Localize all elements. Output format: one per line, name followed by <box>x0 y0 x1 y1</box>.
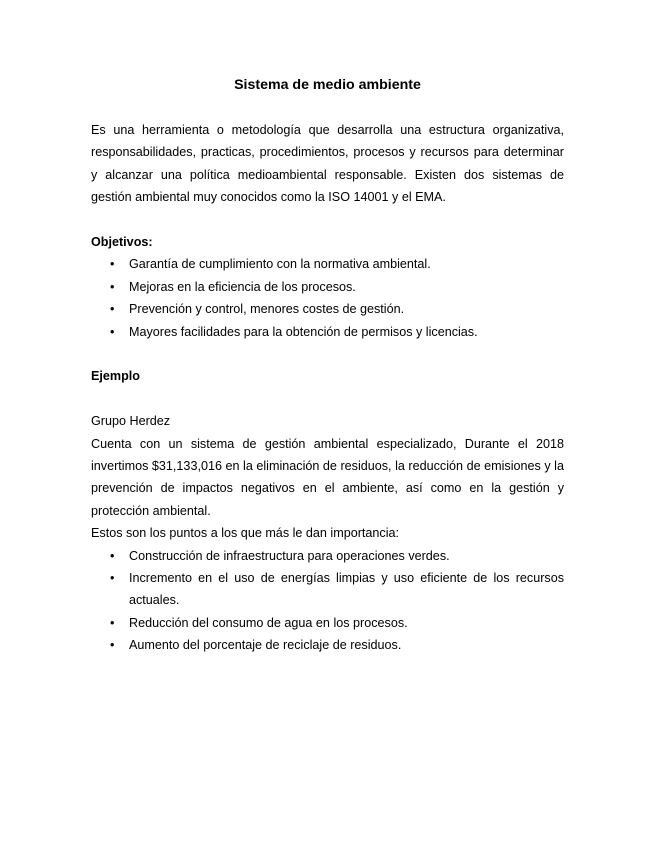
list-item <box>91 321 564 343</box>
objectives-heading: Objetivos: <box>91 235 153 250</box>
points-intro: Estos son los puntos a los que más le dan importancia: <box>91 526 400 541</box>
bullet-icon: • <box>110 279 115 294</box>
spacer <box>91 388 564 410</box>
list-item <box>91 253 564 275</box>
bullet-icon: • <box>110 257 115 272</box>
bullet-icon: • <box>110 302 115 317</box>
list-item-text: Aumento del porcentaje de reciclaje de residuos. <box>129 638 402 653</box>
example-heading: Ejemplo <box>91 369 140 384</box>
list-item <box>91 276 564 298</box>
list-item-text: Incremento en el uso de energías limpias y uso eficiente de los recursos actuales. <box>129 571 564 608</box>
list-item-text: Reducción del consumo de agua en los procesos. <box>129 615 408 630</box>
list-item <box>91 298 564 320</box>
list-item <box>91 634 564 656</box>
bullet-icon: • <box>110 638 115 653</box>
example-paragraph: Cuenta con un sistema de gestión ambiental especializado, Durante el 2018 invertimos $31,133,016 en la eliminación de residuos, la reducción de emisiones y la prevención de impactos negativos en el ambiente, así como en la gestión y protección ambiental. <box>91 436 564 518</box>
objectives-list <box>91 253 564 343</box>
document-title: Sistema de medio ambiente <box>234 77 421 93</box>
bullet-icon: • <box>110 548 115 563</box>
list-item-text: Garantía de cumplimiento con la normativa ambiental. <box>129 257 431 272</box>
document-page <box>91 74 564 657</box>
bullet-icon: • <box>110 571 115 586</box>
list-item-text: Mayores facilidades para la obtención de permisos y licencias. <box>129 324 478 339</box>
list-item <box>91 567 564 612</box>
list-item-text: Prevención y control, menores costes de gestión. <box>129 302 405 317</box>
list-item <box>91 612 564 634</box>
company-name: Grupo Herdez <box>91 414 171 429</box>
bullet-icon: • <box>110 615 115 630</box>
spacer <box>91 343 564 365</box>
bullet-icon: • <box>110 324 115 339</box>
intro-paragraph: Es una herramienta o metodología que desarrolla una estructura organizativa, responsabilidades, practicas, procedimientos, procesos y recursos para determinar y alcanzar una política medioambiental responsable. Existen dos sistemas de gestión ambiental muy conocidos como la ISO 14001 y el EMA. <box>91 123 564 205</box>
list-item <box>91 545 564 567</box>
list-item-text: Mejoras en la eficiencia de los procesos. <box>129 279 356 294</box>
points-list <box>91 545 564 657</box>
list-item-text: Construcción de infraestructura para operaciones verdes. <box>129 548 450 563</box>
spacer <box>91 209 564 231</box>
